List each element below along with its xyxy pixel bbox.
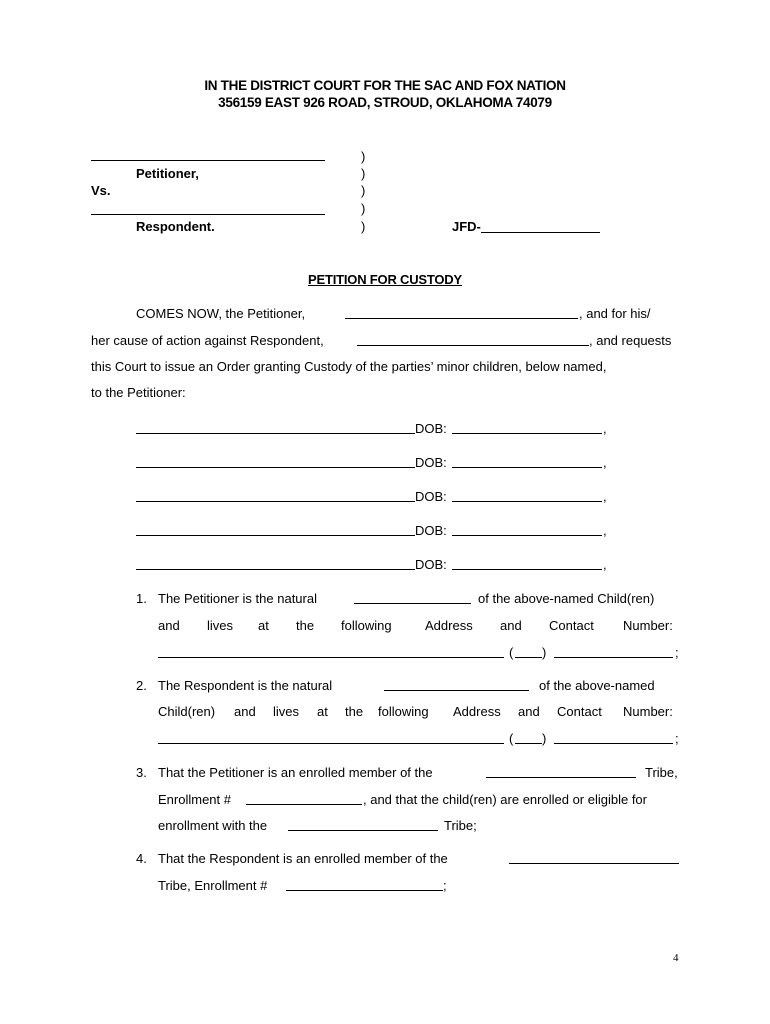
paren-close: ) — [542, 731, 547, 746]
item-word: the — [296, 618, 315, 633]
caption-paren: ) — [361, 183, 366, 198]
vs-label: Vs. — [91, 183, 111, 198]
respondent-name-line[interactable] — [91, 214, 325, 215]
caption-paren: ) — [361, 201, 366, 216]
child-name-line[interactable] — [136, 535, 415, 536]
item-word: Contact — [557, 704, 602, 719]
item-word: Number: — [623, 618, 673, 633]
item-word: Contact — [549, 618, 594, 633]
child-name-line[interactable] — [136, 569, 415, 570]
petitioner-address-line[interactable] — [158, 657, 504, 658]
dob-label: DOB: — [415, 455, 447, 470]
item-text: Tribe, — [645, 765, 678, 780]
caption-paren: ) — [361, 166, 366, 181]
item-word: following — [378, 704, 429, 719]
dob-line[interactable] — [452, 501, 602, 502]
item-word: the — [345, 704, 364, 719]
paren-close: ) — [542, 645, 547, 660]
item-number: 2. — [136, 678, 147, 693]
intro-text: her cause of action against Respondent, — [91, 333, 324, 348]
intro-text: COMES NOW, the Petitioner, — [136, 306, 306, 321]
petitioner-relationship-line[interactable] — [354, 603, 471, 604]
comma: , — [603, 421, 607, 436]
item-text: of the above-named — [539, 678, 655, 693]
item-word: Address — [453, 704, 501, 719]
dob-line[interactable] — [452, 535, 602, 536]
intro-text: , and requests — [589, 333, 672, 348]
item-text: Enrollment # — [158, 792, 231, 807]
petitioner-phone-line[interactable] — [554, 657, 673, 658]
item-text: Tribe, Enrollment # — [158, 878, 268, 893]
case-number-label: JFD- — [452, 219, 481, 234]
semicolon: ; — [675, 731, 679, 746]
item-word: and — [518, 704, 540, 719]
respondent-area-code-line[interactable] — [515, 743, 542, 744]
petitioner-label: Petitioner, — [136, 166, 199, 181]
item-word: Number: — [623, 704, 673, 719]
dob-line[interactable] — [452, 569, 602, 570]
petitioner-intro-line[interactable] — [345, 318, 578, 319]
petitioner-area-code-line[interactable] — [515, 657, 542, 658]
item-text: That the Petitioner is an enrolled member of the — [158, 765, 433, 780]
comma: , — [603, 523, 607, 538]
child-name-line[interactable] — [136, 501, 415, 502]
item-word: lives — [273, 704, 300, 719]
item-word: Child(ren) — [158, 704, 216, 719]
comma: , — [603, 489, 607, 504]
item-text: That the Respondent is an enrolled member of the — [158, 851, 448, 866]
respondent-enrollment-line[interactable] — [286, 890, 443, 891]
item-word: at — [258, 618, 269, 633]
item-number: 1. — [136, 591, 147, 606]
semicolon: ; — [675, 645, 679, 660]
dob-line[interactable] — [452, 433, 602, 434]
petitioner-enrollment-line[interactable] — [246, 804, 362, 805]
item-number: 3. — [136, 765, 147, 780]
item-text: enrollment with the — [158, 818, 268, 833]
item-word: at — [317, 704, 328, 719]
dob-label: DOB: — [415, 489, 447, 504]
dob-label: DOB: — [415, 523, 447, 538]
respondent-relationship-line[interactable] — [384, 690, 529, 691]
court-name: IN THE DISTRICT COURT FOR THE SAC AND FOX NATION — [204, 78, 566, 93]
case-number-line[interactable] — [481, 232, 600, 233]
dob-line[interactable] — [452, 467, 602, 468]
children-tribe-line[interactable] — [288, 830, 438, 831]
respondent-address-line[interactable] — [158, 743, 504, 744]
dob-label: DOB: — [415, 421, 447, 436]
paren-open: ( — [509, 731, 514, 746]
child-name-line[interactable] — [136, 467, 415, 468]
item-word: and — [500, 618, 522, 633]
comma: , — [603, 455, 607, 470]
item-word: and — [234, 704, 256, 719]
petitioner-name-line[interactable] — [91, 160, 325, 161]
caption-paren: ) — [361, 149, 366, 164]
item-word: and — [158, 618, 180, 633]
page-number: 4 — [673, 952, 679, 964]
intro-text: this Court to issue an Order granting Custody of the parties’ minor children, below named, — [91, 359, 607, 374]
intro-text: , and for his/ — [579, 306, 651, 321]
petitioner-tribe-line[interactable] — [486, 777, 636, 778]
item-word: following — [341, 618, 392, 633]
respondent-tribe-line[interactable] — [509, 863, 679, 864]
item-number: 4. — [136, 851, 147, 866]
paren-open: ( — [509, 645, 514, 660]
item-text: The Petitioner is the natural — [158, 591, 317, 606]
item-word: lives — [207, 618, 234, 633]
child-name-line[interactable] — [136, 433, 415, 434]
item-text: The Respondent is the natural — [158, 678, 333, 693]
semicolon: ; — [443, 878, 447, 893]
item-text: , and that the child(ren) are enrolled or eligible for — [363, 792, 647, 807]
document-title: PETITION FOR CUSTODY — [308, 272, 462, 287]
respondent-intro-line[interactable] — [357, 345, 589, 346]
item-text: of the above-named Child(ren) — [478, 591, 655, 606]
item-text: Tribe; — [444, 818, 477, 833]
respondent-label: Respondent. — [136, 219, 215, 234]
dob-label: DOB: — [415, 557, 447, 572]
caption-paren: ) — [361, 219, 366, 234]
court-address: 356159 EAST 926 ROAD, STROUD, OKLAHOMA 74079 — [218, 95, 552, 110]
comma: , — [603, 557, 607, 572]
intro-text: to the Petitioner: — [91, 385, 186, 400]
respondent-phone-line[interactable] — [554, 743, 673, 744]
item-word: Address — [425, 618, 473, 633]
